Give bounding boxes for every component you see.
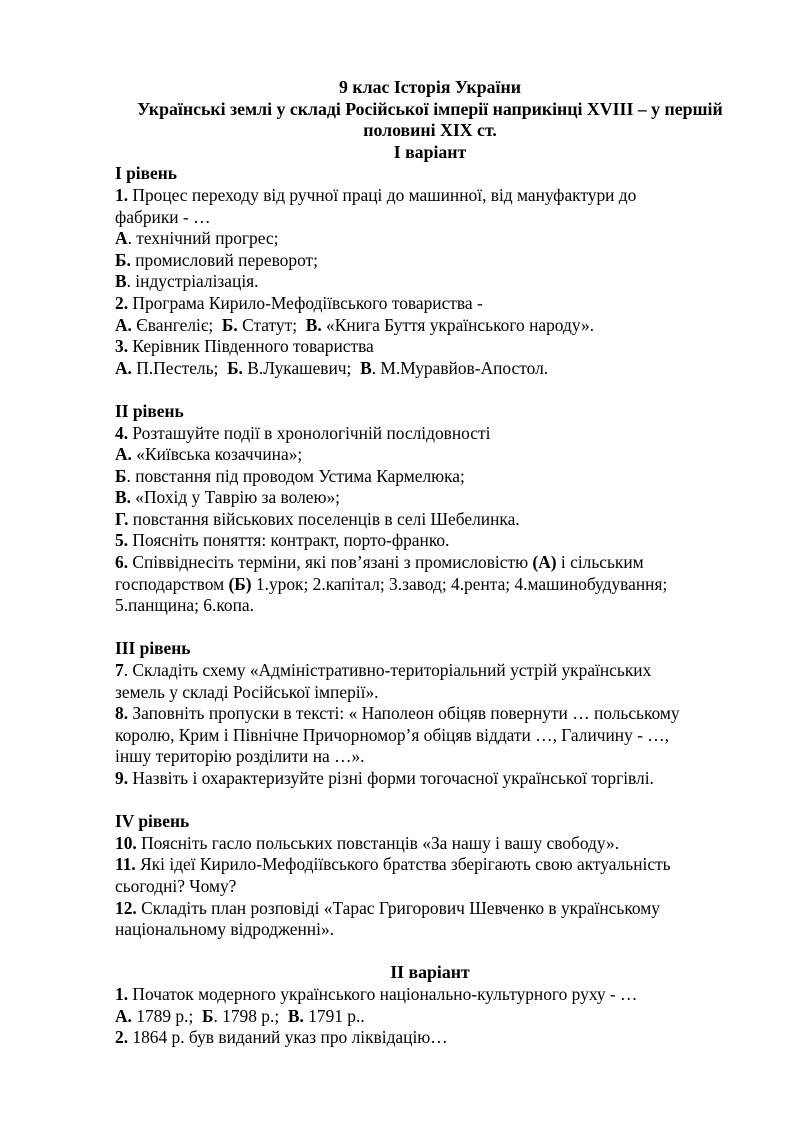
- header-topic-line2: половині XIX ст.: [363, 120, 497, 141]
- question-12-cont: національному відродженні».: [115, 919, 334, 940]
- question-6-cont: господарством (Б) 1.урок; 2.капітал; 3.завод; 4.рента; 4.машинобудування;: [115, 573, 668, 594]
- question-4: 4. Розташуйте події в хронологічній послідовності: [115, 422, 491, 443]
- v2-question-2: 2. 1864 р. був виданий указ про ліквідацію…: [115, 1027, 448, 1048]
- q4-option-a: А. «Київська козаччина»;: [115, 444, 303, 465]
- level2-title: ІІ рівень: [115, 400, 184, 421]
- question-6: 6. Співвіднесіть терміни, які пов’язані з промисловістю (А) і сільським: [115, 552, 644, 573]
- question-12: 12. Складіть план розповіді «Тарас Григорович Шевченко в українському: [115, 897, 660, 918]
- level4-title: ІV рівень: [115, 811, 190, 832]
- question-11-cont: сьогодні? Чому?: [115, 875, 237, 896]
- level3-title: ІІІ рівень: [115, 638, 191, 659]
- spacer: [115, 790, 745, 812]
- question-7: 7. Складіть схему «Адміністративно-територіальний устрій українських: [115, 660, 652, 681]
- q4-option-d: Г. повстання військових поселенців в селі Шебелинка.: [115, 508, 520, 529]
- question-9: 9. Назвіть і охарактеризуйте різні форми тогочасної української торгівлі.: [115, 768, 654, 788]
- question-1: 1. Процес переходу від ручної праці до машинної, від мануфактури до: [115, 184, 637, 205]
- question-11: 11. Які ідеї Кирило-Мефодіївського братства зберігають свою актуальність: [115, 854, 671, 875]
- question-2: 2. Програма Кирило-Мефодіївського товариства -: [115, 292, 483, 313]
- level1-title: І рівень: [115, 163, 177, 184]
- v2-q1-options: А. 1789 р.; Б. 1798 р.; В. 1791 р..: [115, 1005, 365, 1026]
- question-6-cont2: 5.панщина; 6.копа.: [115, 595, 254, 616]
- q3-options: А. П.Пестель; Б. В.Лукашевич; В. М.Муравйов-Апостол.: [115, 357, 549, 378]
- header-grade-subject: 9 клас Історія України: [339, 77, 521, 97]
- question-8-cont2: іншу територію розділити на …».: [115, 746, 365, 767]
- header-topic-line1: Українські землі у складі Російської імперії наприкінці XVIII – у першій: [137, 98, 723, 119]
- q2-options: А. Євангеліє; Б. Статут; В. «Книга Буття українського народу».: [115, 314, 595, 335]
- question-5: 5. Поясніть поняття: контракт, порто-франко.: [115, 530, 450, 551]
- question-1-cont: фабрики - …: [115, 206, 211, 227]
- worksheet: [115, 77, 745, 1049]
- question-3: 3. Керівник Південного товариства: [115, 336, 374, 357]
- q4-option-b: Б. повстання під проводом Устима Кармелюка;: [115, 465, 465, 486]
- question-8-cont: королю, Крим і Північне Причорномор’я обіцяв віддати …, Галичину - …,: [115, 724, 670, 745]
- variant2-title: ІІ варіант: [390, 962, 470, 983]
- q1-option-a: А. технічний прогрес;: [115, 228, 279, 249]
- question-8: 8. Заповніть пропуски в тексті: « Наполеон обіцяв повернути … польському: [115, 703, 680, 724]
- spacer: [115, 617, 745, 639]
- q4-option-c: В. «Похід у Таврію за волею»;: [115, 487, 340, 508]
- v2-question-1: 1. Початок модерного українського національно-культурного руху - …: [115, 983, 638, 1004]
- variant1-title: І варіант: [393, 141, 467, 162]
- spacer: [115, 941, 745, 963]
- question-10: 10. Поясніть гасло польських повстанців «За нашу і вашу свободу».: [115, 832, 620, 853]
- question-7-cont: земель у складі Російської імперії».: [115, 681, 379, 702]
- q1-option-b: Б. промисловий переворот;: [115, 249, 318, 270]
- q1-option-c: В. індустріалізація.: [115, 271, 259, 292]
- spacer: [115, 379, 745, 401]
